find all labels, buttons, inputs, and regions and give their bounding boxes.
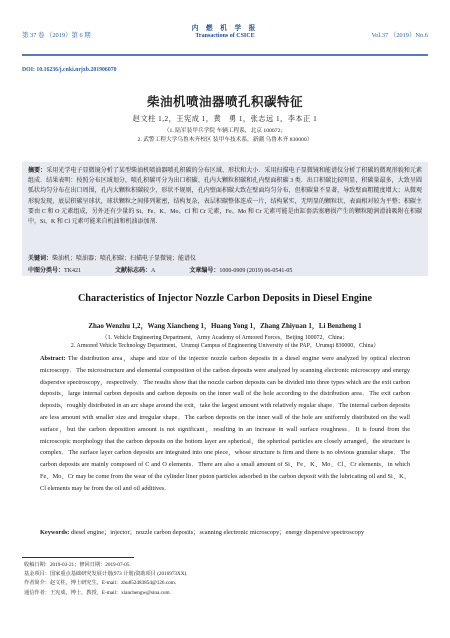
doi-line[interactable]: DOI: 10.16236/j.cnki.nrjxb.201906070 xyxy=(22,67,117,73)
english-title: Characteristics of Injector Nozzle Carbon Deposits in Diesel Engine xyxy=(77,293,373,304)
english-authors: Zhao Wenzhu 1,2，Wang Xiancheng 1，Huang Yong 1，Zhang Zhiyuan 1，Li Benzheng 1 xyxy=(88,322,362,330)
footnote-corresponding: 通信作者：王宪成，博士，教授，E-mail：xianchengw@sina.com. xyxy=(24,589,171,596)
clc-label: 中图分类号： xyxy=(28,268,65,274)
article-no-label: 文章编号： xyxy=(189,268,220,274)
footnotes xyxy=(24,561,426,598)
chinese-authors: 赵文柱 1,2，王宪成 1，黄 勇 1，张志远 1，李本正 1 xyxy=(132,115,318,123)
english-keywords-label: Keywords: xyxy=(40,529,70,536)
doc-code-value: A xyxy=(151,268,156,274)
journal-name-cn: 内 燃 机 学 报 xyxy=(191,25,259,32)
chinese-keywords xyxy=(28,253,422,262)
chinese-keywords-label: 关键词： xyxy=(28,256,53,262)
volume-issue-cn: 第 37 卷 （2019）第 6 期 xyxy=(22,32,91,39)
chinese-abstract-text: 采用光学电子显微镜分析了某型柴油机喷油器喷孔积碳的分布区域、形状和大小．采用扫描电子显微镜和能谱仪分析了积碳的微观形貌和元素组成．结果表明：按照分布区域划分，喷孔积碳可分为出口积碳、孔内大颗粒积碳和孔内壁面积碳 3 类．出口积碳比较明显，积碳量最多，大致呈圆弧状均匀分布在出口周围，孔内大颗粒积碳较少，形状不规则，孔内壁面积碳大致在壁面均匀分布，但积碳量不显著，导致壁面粗糙度增大；从微观形貌发现，底层积碳呈球状，球状颗粒之间排列紧密，结构复杂，表层积碳整体连成一片，结构紧实，无明显的颗粒状，表面相对较为平整；积碳主要由 C 和 O 元素组成，另外还有少量的 Si、Fe、K、Mo、Cl 和 Cr 元素，Fe、Mo 和 Cr 元素可能是由缸套活塞磨损产生的颗粒随润滑油吸附在积碳中，Si、K 和 Cl 元素可能来自机油和机油添加剂． xyxy=(28,168,422,226)
english-keywords xyxy=(40,527,410,538)
header-divider xyxy=(22,54,428,56)
english-abstract-text: The distribution area，shape and size of the injector nozzle carbon deposits in a diesel engine were analyzed by optical electron microscopy．The microstructure and elemental composition of the carbon deposits were analyzed by scanning electronic microscopy and energy dispersive spectroscopy，respectively．The results show that the nozzle carbon deposits can be divided into three types which are the exit carbon deposits，large internal carbon deposits and carbon deposits on the inner wall of the hole according to the distribution area．The exit carbon deposits，roughly distributed in an arc shape around the exit，take the largest amount with relatively regular shape．The internal carbon deposits are less amount with smaller size and irregular shape．The carbon deposits on the inner wall of the hole are uniformly distributed on the wall surface，but the carbon deposition amount is not significant，resulting in an increase in wall surface roughness．It is found from the microscopic morphology that the carbon deposits on the bottom layer are spherical，the spherical particles are closely arranged，the structure is complex．The surface layer carbon deposits are integrated into one piece，whose structure is firm and there is no obvious granular shape．The carbon deposits are mainly composed of C and O elements．There are also a small amount of Si、Fe、K、Mo、Cl、Cr elements，in which Fe、Mo、Cr may be come from the wear of the cylinder liner piston particles adsorbed in the carbon deposit with the lubricating oil and Si、K、Cl elements may be from the oil and oil additives. xyxy=(40,355,410,492)
chinese-keywords-text: 柴油机；喷油器；喷孔积碳；扫描电子显微镜；能谱仪 xyxy=(52,256,197,262)
article-no-value: 1000-0909 (2019) 06-0541-05 xyxy=(219,268,293,274)
chinese-abstract-label: 摘要： xyxy=(28,168,47,174)
doc-code-label: 文献标志码： xyxy=(115,268,152,274)
chinese-affiliation-1: （1. 陆军装甲兵学院 车辆工程系，北京 100072； xyxy=(163,128,287,134)
running-header xyxy=(22,20,428,48)
clc-value: TK421 xyxy=(64,268,82,274)
chinese-abstract xyxy=(28,166,422,227)
classification-line xyxy=(28,265,422,274)
footnote-received: 收稿日期：2019-03-21；修回日期：2019-07-05. xyxy=(24,562,131,568)
english-keywords-text: diesel engine；injector；nozzle carbon deposits；scanning electronic microscopy；energy dispersive spectroscopy xyxy=(70,529,365,536)
english-affiliation-1: （1. Vehicle Engineering Department，Army Academy of Armored Forces，Beijing 100072，China； xyxy=(101,335,349,341)
footnote-author: 作者简介：赵文柱，博士研究生，E-mail：zhu852483854@126.com. xyxy=(24,580,177,587)
journal-name-en: Transactions of CSICE xyxy=(195,33,255,39)
english-abstract xyxy=(40,353,410,495)
english-abstract-label: Abstract: xyxy=(40,355,66,362)
english-affiliation-2: 2. Armored Vehicle Technology Department，Urumqi Campus of Engineering University of the PAP，Urumqi 830000，China） xyxy=(70,343,380,349)
chinese-title: 柴油机喷油器喷孔积碳特征 xyxy=(146,94,303,109)
journal-name xyxy=(22,22,428,39)
volume-issue-en: Vol.37 （2019）No.6 xyxy=(371,32,428,39)
footnote-fund: 基金项目：国家重点基础研究发展计划(973 计划)资助项目 (2016973XX). xyxy=(24,571,188,578)
footnote-divider xyxy=(22,557,134,558)
chinese-affiliation-2: 2. 武警工程大学乌鲁木齐校区 装甲车技术系，新疆 乌鲁木齐 830000） xyxy=(137,137,313,143)
